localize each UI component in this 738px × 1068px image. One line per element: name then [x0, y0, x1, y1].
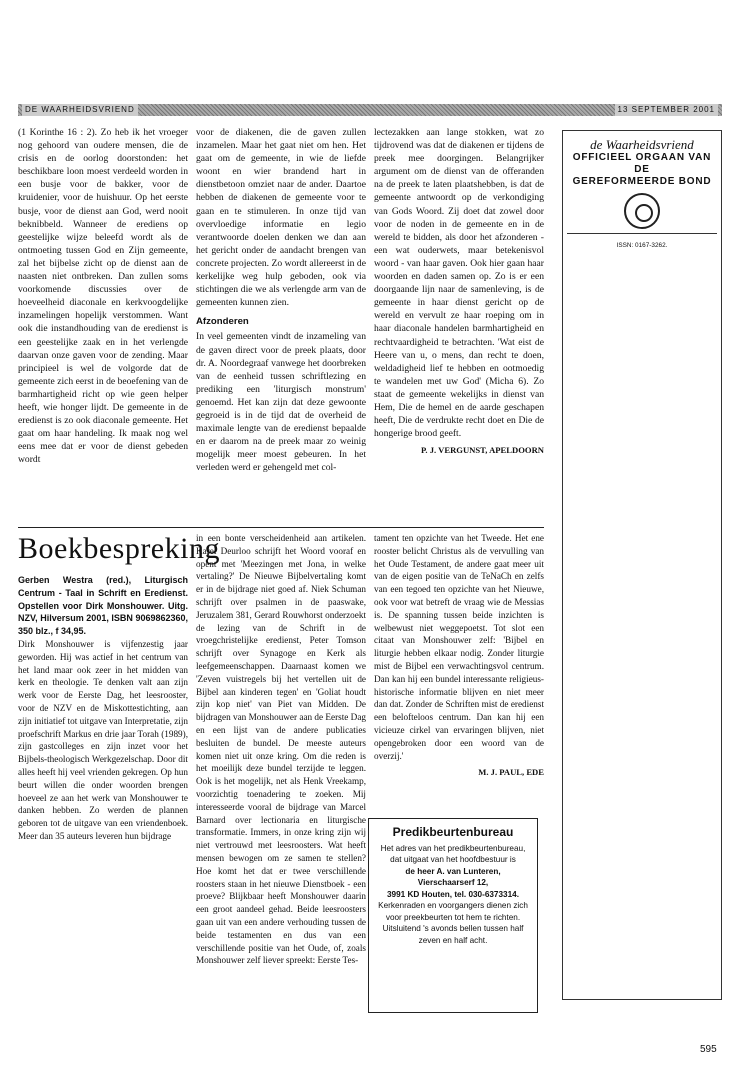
divider [18, 527, 544, 528]
review-column-2 [196, 532, 366, 1014]
book-citation: Gerben Westra (red.), Liturgisch Centrum - Taal in Schrift en Eredienst. Opstellen voor Dirk Monshouwer. Uitg. NZV, Hilversum 2001, ISBN 9069862360, 350 blz., f 34,95. [18, 575, 188, 637]
article-text: In veel gemeenten vindt de inzameling van de gaven direct voor de preek plaats, door dr. A. Noordegraaf vanwege het doorbreken van de eenheid tussen schriftlezing en prediking een 'liturgisch monstrum' genoemd. Het kan zijn dat deze gewoonte gegroeid is in de tijd dat de overheid de maximale lengte van de eredienst bepaalde en er daarom na de preek maar zo weinig mogelijk meer moest gebeuren. In het verleden werd er gehengeld met col- [196, 331, 366, 474]
masthead [562, 130, 722, 1000]
divider [567, 233, 717, 234]
box-text: Uitsluitend 's avonds bellen tussen half zeven en half acht. [382, 924, 524, 945]
header-date: 13 SEPTEMBER 2001 [615, 104, 718, 116]
masthead-issn: ISSN: 0167-3262. [616, 242, 668, 249]
review-column-1 [18, 574, 188, 1014]
box-title: Predikbeurtenbureau [392, 825, 514, 839]
section-heading: Afzonderen [196, 316, 249, 328]
article-text: voor de diakenen, die de gaven zullen inzamelen. Maar het gaat niet om hen. Het gaat om de gemeente, in wie de liefde woont en wier brandend hart in dienstbetoon omziet naar de ander. Daartoe hebben de diakenen de gemeente voor te gaan en te stimuleren. In onze tijd van overvloedige informatie en legio verantwoorde doelen denken we dan aan het gericht onder de aandacht brengen van concrete projecten. Zo wordt allereerst in de kerkelijke weg hulp geboden, ook via stichtingen die we als verlengde arm van de gemeenten kunnen zien. [196, 127, 366, 309]
box-address-street: Vierschaarserf 12, [417, 878, 489, 887]
article-column-1 [18, 126, 188, 524]
review-text: Dirk Monshouwer is vijfenzestig jaar geworden. Hij was actief in het centrum van het land maar ook zeer in het midden van kerk en theologie. Te denken valt aan zijn werk voor de Eerste Dag, het leesrooster, voor de NZV en de Miskottestichting, aan zijn initiatief tot uitgave van Interpretatie, zijn proefschrift Markus en drie jaar Torah (1989), zijn gastcolleges en zijn inzet voor het Bijbels-theologisch Werkgezelschap. Door dit alles heeft hij veel vrienden gekregen. Op hun beurt willen die onder woorden brengen hoeveel ze aan het werk van Monshouwer te danken hebben. Zo werden de plannen geboren tot de uitgave van een vriendenboek. Meer dan 35 auteurs leveren hun bijdrage [18, 638, 188, 841]
review-text: in een bonte verscheidenheid aan artikelen. Karel Deurloo schrijft het Woord vooraf en opent met 'Meezingen met Jona, in welke vertaling?' De Nieuwe Bijbelvertaling komt er in de bijdrage niet goed af. Niek Schuman schrijft over psalmen in de paaswake, Jeruzalem 381, Gerard Rouwhorst onderzoekt de lezing van de Schrift in de vroegchristelijke eredienst, Peter Tomson schrijft over Synagoge en Kerk als leefgemeenschappen. Daarnaast komen we 'Zeven vuistregels bij het vertellen uit de Bijbel aan kinderen tegen' en 'Goliat houdt zijn kop niet' van Piet van Midden. De bijdragen van Monshouwer aan de Eerste Dag en een lijst van de andere publicaties besluiten de bundel. De meeste auteurs komen niet uit onze kring. Om die reden is het moeilijk deze bundel terzijde te leggen. Ook is het mogelijk, net als Henk Vreekamp, voorzichtig toenadering te zoeken. Mij interesseerde vooral de bijdrage van Marcel Barnard over lectionaria en liturgische transformatie. Immers, in onze kring zijn wij niet vertrouwd met leesroosters. Wat heeft mensen bewogen om ze samen te stellen? Hoe komt het dat er twee verschillende roosters staan in het nieuwe Dienstboek - een proeve? Blijkbaar heeft Monshouwer daarin een groot aandeel gehad. Beide leesroosters gaan uit van een andere verhouding tussen de beide testamenten en dus van een verschillende positie van het Oude, of, zoals Monshouwer zelf liever spreekt: Eerste Tes- [196, 533, 366, 966]
article-column-3 [374, 126, 544, 524]
page-number: 595 [700, 1044, 717, 1055]
section-title: Boekbespreking [18, 532, 220, 565]
predikbeurtenbureau-box [368, 818, 538, 1013]
review-column-3 [374, 532, 544, 812]
header-journal-name: DE WAARHEIDSVRIEND [22, 104, 138, 116]
article-signature: P. J. VERGUNST, APELDOORN [420, 445, 544, 456]
logo-icon [624, 193, 660, 229]
article-text: lectezakken aan lange stokken, wat zo tijdrovend was dat de diakenen er tijdens de preek mee doorgingen. Belangrijker argument om de dienst van de offeranden na de preek te laten plaatshebben, is dat de gemeente antwoordt op de verkondiging van Gods Woord. Zij doet dat zowel door voor de noden in de gemeente en in de wereld te bidden, als door het afzonderen - een wat ouderwets, maar betekenisvol woord - van haar gaven. Ook hier gaan haar woorden en daden samen op. Zo is er een doorgaande lijn naar de samenleving, is de gemeente in haar dienst gericht op de wereld en vervult ze haar roeping om in haar diaconale handelen barmhartigheid en rechtvaardigheid te betrachten. 'Wat eist de Heere van u, o mens, dan recht te doen, weldadigheid lief te hebben en ootmoedig te wandelen met uw God' (Micha 6). Zo staat de gemeente wekelijks in dienst van Hem, Die de hemel en de aarde geschapen heeft, Die de verdrukte recht doet en Die de hongerige brood geeft. [374, 127, 544, 440]
box-address-name: de heer A. van Lunteren, [405, 866, 501, 876]
article-column-2 [196, 126, 366, 524]
box-text: Het adres van het predikbeurtenbureau, dat uitgaat van het hoofdbestuur is [380, 843, 526, 864]
box-text: Kerkenraden en voorgangers dienen zich voor preekbeurten tot hem te richten. [378, 901, 528, 922]
article-text: (1 Korinthe 16 : 2). Zo heb ik het vroeger nog gehoord van oudere mensen, die de crisis en de oorlog doorstonden: het beschikbare loon moest verdeeld worden in een busje voor de bakker, voor de kruidenier, voor de huishuur. Op het eerste busje, voor de dienst aan God, werd nooit beknibbeld. Wanneer de erediens op geestelijke wijze beleefd wordt als de ontmoeting tussen God en Zijn gemeente, zal het bijbelse zicht op de dienst aan de naasten niet ontbreken. Dan zullen soms voorkomende discussies over de hoeveelheid diaconale en kerkvoogdelijke inzamelingen hopelijk verstommen. Want ook die instandhouding van de eredienst is een geestelijke zaak en in het verlengde daarvan onze gaven voor de zending. Maar principieel is wel de volgorde dat de gemeente zich eerst in de beoefening van de barmhartigheid richt op wie geen helper heeft, wie honger lijdt. De gemeente in de eredienst is zo ook diaconale gemeente. Het gaat om haar handeling. Ik maak nog wel eens mee dat er voor de dienst gebeden wordt [18, 127, 188, 466]
review-signature: M. J. PAUL, EDE [478, 767, 544, 778]
masthead-subtitle: OFFICIEEL ORGAAN VAN DE [572, 152, 712, 175]
running-header [18, 104, 722, 116]
box-address-city: 3991 KD Houten, tel. 030-6373314. [387, 889, 519, 899]
masthead-subtitle: GEREFORMEERDE BOND [572, 176, 712, 187]
review-text: tament ten opzichte van het Tweede. Het ene rooster belicht Christus als de vervulling van het Oude Testament, de andere gaat meer uit van de eigen positie van de TeNaCh en zelfs van een tegoed ten opzichte van het Nieuwe, ook voor wat betreft de vraag wie de Messias is. De spanning tussen beide inzichten is welbewust niet weggepoetst. Tot slot een citaat van Monshouwer zelf: 'Bijbel en liturgie hebben elkaar nodig. Zonder liturgie mist de Bijbel een verwachtingsvol centrum. Dan kan hij een bundel interessante religieus-historische informatie blijven en niet meer dan dat. Zonder de Schriften mist de eredienst een belofteloos centrum. Dan kan hij een vicieuze cirkel van ervaringen blijven, niet opengebroken door een woord van de overzij.' [374, 533, 544, 761]
masthead-title: de Waarheidsvriend [590, 137, 694, 152]
